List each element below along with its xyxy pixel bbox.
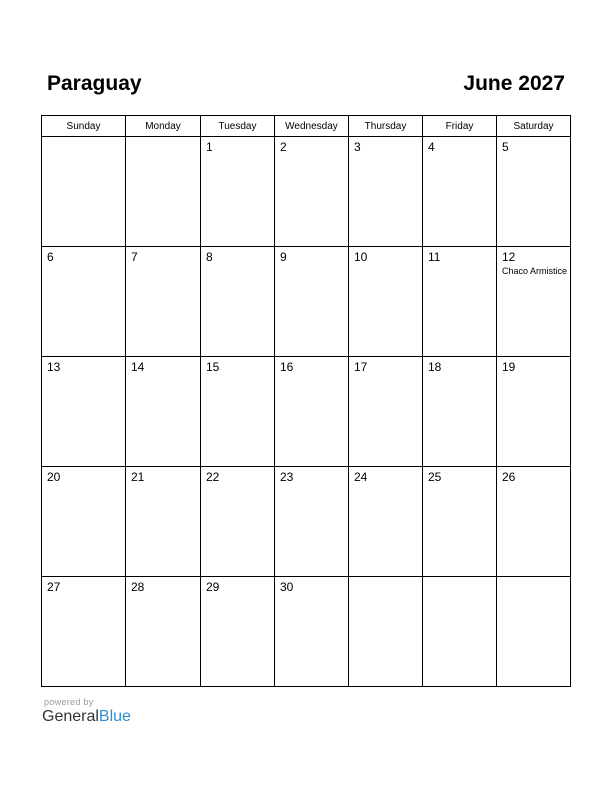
day-cell <box>126 357 201 467</box>
brand-logo-blue: Blue <box>98 708 131 725</box>
page-title-month: June 2027 <box>463 72 565 95</box>
brand-logo <box>42 708 131 726</box>
day-cell <box>423 137 497 247</box>
weekday-header: Sunday <box>42 116 126 137</box>
weekday-header: Thursday <box>349 116 423 137</box>
day-cell <box>349 357 423 467</box>
week-row <box>42 137 571 247</box>
day-cell <box>201 137 275 247</box>
day-cell <box>42 247 126 357</box>
day-number: 4 <box>428 140 435 154</box>
day-number: 10 <box>354 250 368 264</box>
day-number: 20 <box>47 470 61 484</box>
day-number: 18 <box>428 360 442 374</box>
calendar-grid <box>41 115 571 687</box>
day-number: 17 <box>354 360 368 374</box>
day-number: 15 <box>206 360 220 374</box>
day-number: 22 <box>206 470 220 484</box>
day-cell <box>497 577 571 687</box>
day-number: 6 <box>47 250 54 264</box>
day-cell <box>423 577 497 687</box>
week-row <box>42 247 571 357</box>
day-cell <box>201 357 275 467</box>
day-number: 3 <box>354 140 361 154</box>
day-number: 11 <box>428 250 441 264</box>
day-cell <box>42 577 126 687</box>
day-cell <box>201 467 275 577</box>
day-cell <box>349 467 423 577</box>
week-row <box>42 467 571 577</box>
day-cell <box>126 137 201 247</box>
weekday-header-row <box>42 116 571 137</box>
day-number: 25 <box>428 470 442 484</box>
day-cell <box>497 137 571 247</box>
day-cell <box>423 357 497 467</box>
day-number: 16 <box>280 360 294 374</box>
day-cell <box>349 137 423 247</box>
day-cell <box>497 357 571 467</box>
day-cell <box>497 247 571 357</box>
day-cell <box>275 137 349 247</box>
day-cell <box>275 357 349 467</box>
day-cell <box>126 247 201 357</box>
day-number: 12 <box>502 250 516 264</box>
day-number: 9 <box>280 250 287 264</box>
brand-logo-general: General <box>42 708 99 725</box>
day-cell <box>42 467 126 577</box>
day-number: 26 <box>502 470 516 484</box>
day-cell <box>275 577 349 687</box>
page-title-country: Paraguay <box>47 72 142 95</box>
weekday-header: Monday <box>126 116 201 137</box>
day-cell <box>201 247 275 357</box>
weekday-header: Saturday <box>497 116 571 137</box>
day-cell <box>423 247 497 357</box>
day-cell <box>275 467 349 577</box>
week-row <box>42 357 571 467</box>
day-number: 24 <box>354 470 368 484</box>
day-cell <box>349 577 423 687</box>
day-number: 19 <box>502 360 516 374</box>
powered-by-text: powered by <box>44 697 94 707</box>
holiday-label: Chaco Armistice <box>502 266 568 276</box>
day-number: 23 <box>280 470 294 484</box>
day-cell <box>201 577 275 687</box>
day-number: 28 <box>131 580 145 594</box>
day-number: 30 <box>280 580 294 594</box>
day-number: 1 <box>206 140 213 154</box>
day-cell <box>126 467 201 577</box>
day-number: 27 <box>47 580 61 594</box>
day-cell <box>497 467 571 577</box>
day-number: 13 <box>47 360 61 374</box>
day-cell <box>423 467 497 577</box>
day-cell <box>126 577 201 687</box>
day-number: 29 <box>206 580 220 594</box>
day-number: 7 <box>131 250 138 264</box>
weekday-header: Friday <box>423 116 497 137</box>
day-number: 14 <box>131 360 145 374</box>
day-cell <box>275 247 349 357</box>
day-number: 2 <box>280 140 287 154</box>
week-row <box>42 577 571 687</box>
weekday-header: Wednesday <box>275 116 349 137</box>
day-number: 8 <box>206 250 213 264</box>
day-number: 5 <box>502 140 509 154</box>
day-number: 21 <box>131 470 145 484</box>
weekday-header: Tuesday <box>201 116 275 137</box>
day-cell <box>42 357 126 467</box>
day-cell <box>42 137 126 247</box>
day-cell <box>349 247 423 357</box>
